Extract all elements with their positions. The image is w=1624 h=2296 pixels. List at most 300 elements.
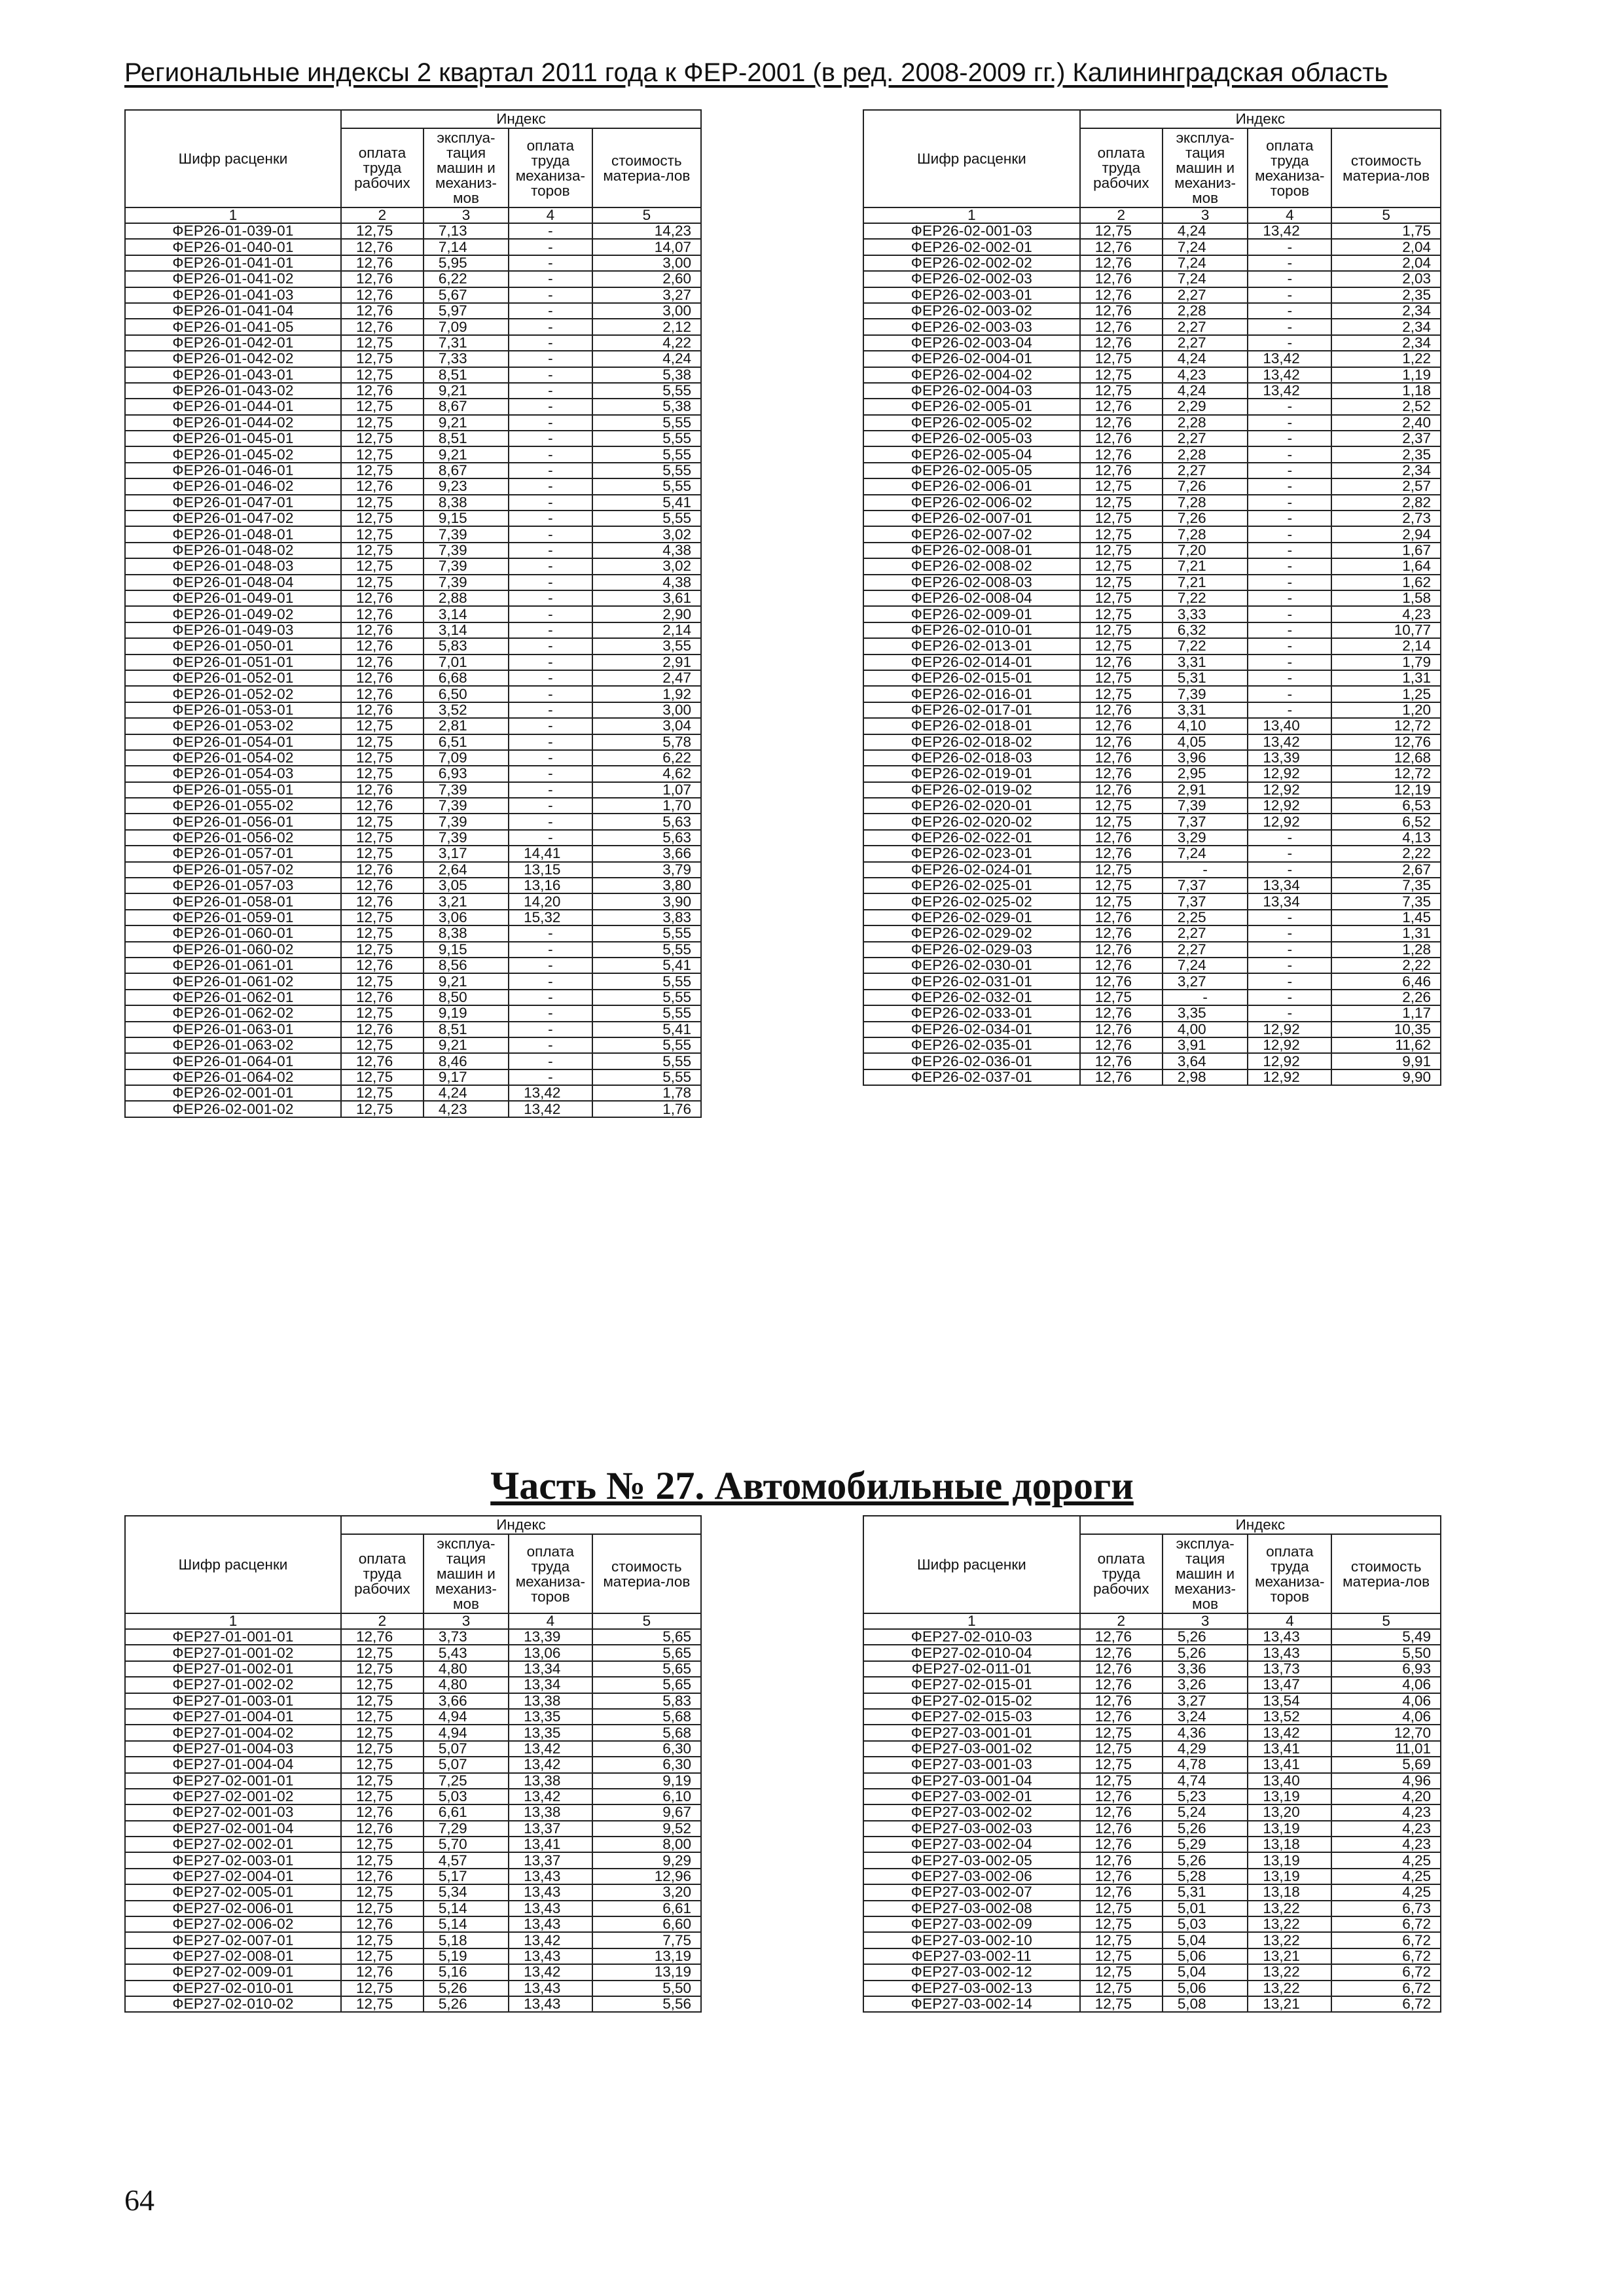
index-value: 3,21 <box>424 893 509 909</box>
rate-code: ФЕР26-01-052-01 <box>125 670 341 686</box>
index-value: 13,19 <box>1248 1852 1331 1868</box>
index-value: 6,50 <box>424 686 509 702</box>
index-value: 3,55 <box>592 638 701 654</box>
index-value: 4,57 <box>424 1852 509 1868</box>
rate-code: ФЕР26-01-059-01 <box>125 910 341 925</box>
index-value: 12,75 <box>341 1677 424 1693</box>
table-row <box>863 734 1441 750</box>
rate-code: ФЕР26-02-008-02 <box>863 558 1080 574</box>
table-row <box>125 1948 701 1964</box>
index-value: 12,75 <box>1080 638 1163 654</box>
rate-code: ФЕР26-01-054-01 <box>125 734 341 750</box>
index-value: 2,34 <box>1331 335 1441 351</box>
index-value: 4,10 <box>1163 718 1248 734</box>
index-value: 2,35 <box>1331 446 1441 462</box>
column-number: 4 <box>1248 1613 1331 1629</box>
index-value: 12,75 <box>1080 670 1163 686</box>
index-value: 12,92 <box>1248 766 1331 781</box>
index-value: 12,75 <box>341 1725 424 1740</box>
index-value: 5,56 <box>592 1996 701 2012</box>
table-row <box>125 1069 701 1085</box>
index-value: 13,47 <box>1248 1677 1331 1693</box>
index-value: - <box>509 1037 592 1053</box>
index-value: 3,27 <box>592 287 701 303</box>
table-row <box>863 271 1441 287</box>
table-row <box>863 1677 1441 1693</box>
index-value: 10,77 <box>1331 622 1441 638</box>
table-row <box>125 702 701 718</box>
index-value: 2,27 <box>1163 431 1248 446</box>
rate-code: ФЕР26-02-023-01 <box>863 846 1080 861</box>
rate-code: ФЕР26-02-006-02 <box>863 495 1080 511</box>
header-index: Индекс <box>341 110 701 128</box>
index-value: 13,43 <box>1248 1629 1331 1645</box>
index-value: 5,41 <box>592 495 701 511</box>
column-number: 2 <box>341 1613 424 1629</box>
index-value: 12,75 <box>341 973 424 989</box>
index-value: 12,75 <box>1080 590 1163 606</box>
index-value: 12,75 <box>341 910 424 925</box>
index-value: - <box>1248 590 1331 606</box>
index-value: - <box>1248 958 1331 973</box>
rate-code: ФЕР27-03-002-02 <box>863 1804 1080 1820</box>
index-value: 12,76 <box>1080 1837 1163 1852</box>
index-value: 12,75 <box>341 1037 424 1053</box>
index-value: 2,37 <box>1331 431 1441 446</box>
column-number: 4 <box>1248 207 1331 223</box>
index-value: 5,14 <box>424 1916 509 1932</box>
index-value: 2,27 <box>1163 925 1248 941</box>
rate-code: ФЕР26-02-029-02 <box>863 925 1080 941</box>
page-number: 64 <box>124 2183 154 2217</box>
header-c5: стоимость материа-лов <box>1331 128 1441 207</box>
table-row <box>125 543 701 558</box>
index-value: 12,76 <box>341 893 424 909</box>
index-value: 2,47 <box>592 670 701 686</box>
index-value: 3,20 <box>592 1884 701 1900</box>
index-value: 2,73 <box>1331 511 1441 526</box>
index-value: 5,01 <box>1163 1901 1248 1916</box>
index-value: 12,76 <box>1080 766 1163 781</box>
table-row <box>125 1757 701 1772</box>
index-value: 12,75 <box>341 1085 424 1101</box>
table-row <box>125 1022 701 1037</box>
index-value: - <box>509 958 592 973</box>
rate-code: ФЕР27-02-001-01 <box>125 1773 341 1789</box>
index-value: 5,70 <box>424 1837 509 1852</box>
index-value: 5,19 <box>424 1948 509 1964</box>
index-value: - <box>509 718 592 734</box>
table-row <box>863 718 1441 734</box>
index-value: 12,75 <box>1080 686 1163 702</box>
table-row <box>863 1837 1441 1852</box>
index-value: 8,46 <box>424 1053 509 1069</box>
index-value: 5,55 <box>592 942 701 958</box>
index-value: 4,80 <box>424 1677 509 1693</box>
index-value: 7,31 <box>424 335 509 351</box>
rate-code: ФЕР26-01-050-01 <box>125 638 341 654</box>
index-value: 1,67 <box>1331 543 1441 558</box>
index-value: 12,76 <box>341 590 424 606</box>
index-value: 3,27 <box>1163 973 1248 989</box>
index-value: 5,31 <box>1163 670 1248 686</box>
index-value: 7,28 <box>1163 495 1248 511</box>
table-row <box>125 526 701 542</box>
table-row <box>125 1901 701 1916</box>
rate-code: ФЕР26-02-036-01 <box>863 1053 1080 1069</box>
index-value: 12,76 <box>1080 1709 1163 1725</box>
index-value: - <box>509 383 592 399</box>
index-value: 5,65 <box>592 1661 701 1677</box>
column-number: 5 <box>592 207 701 223</box>
index-value: - <box>1248 271 1331 287</box>
table-row <box>863 495 1441 511</box>
table-row <box>863 655 1441 670</box>
index-value: - <box>1248 511 1331 526</box>
rate-code: ФЕР26-01-061-02 <box>125 973 341 989</box>
index-value: 12,76 <box>341 287 424 303</box>
index-value: - <box>1248 830 1331 846</box>
header-c2: оплата труда рабочих <box>1080 128 1163 207</box>
index-value: 12,75 <box>341 1852 424 1868</box>
rate-code: ФЕР26-01-048-02 <box>125 543 341 558</box>
index-value: 12,75 <box>341 942 424 958</box>
index-value: 3,00 <box>592 255 701 271</box>
index-value: 13,15 <box>509 862 592 878</box>
rate-code: ФЕР26-02-020-01 <box>863 798 1080 814</box>
table-row <box>863 766 1441 781</box>
index-value: 12,76 <box>1080 1629 1163 1645</box>
index-value: - <box>1248 495 1331 511</box>
table-row <box>863 990 1441 1005</box>
table-row <box>125 1932 701 1948</box>
table-row <box>125 766 701 781</box>
index-value: 5,31 <box>1163 1884 1248 1900</box>
index-value: 9,52 <box>592 1821 701 1837</box>
table-row <box>125 478 701 494</box>
rate-code: ФЕР27-03-001-02 <box>863 1741 1080 1757</box>
index-value: 5,55 <box>592 1005 701 1021</box>
rate-code: ФЕР27-02-010-03 <box>863 1629 1080 1645</box>
index-value: 9,90 <box>1331 1069 1441 1085</box>
index-value: - <box>1248 478 1331 494</box>
table-row <box>125 1085 701 1101</box>
index-value: 13,43 <box>509 1948 592 1964</box>
index-value: 2,35 <box>1331 287 1441 303</box>
index-value: 5,55 <box>592 1069 701 1085</box>
index-value: 2,40 <box>1331 415 1441 431</box>
index-value: 2,22 <box>1331 846 1441 861</box>
table-row <box>125 893 701 909</box>
index-value: 12,76 <box>341 1869 424 1884</box>
index-value: 1,22 <box>1331 351 1441 367</box>
rate-code: ФЕР26-01-041-02 <box>125 271 341 287</box>
index-value: 7,35 <box>1331 893 1441 909</box>
index-value: 13,41 <box>1248 1741 1331 1757</box>
rate-code: ФЕР26-02-018-01 <box>863 718 1080 734</box>
index-value: 2,34 <box>1331 303 1441 319</box>
index-value: - <box>509 1053 592 1069</box>
index-value: 5,26 <box>424 1996 509 2012</box>
index-value: 12,75 <box>341 543 424 558</box>
index-value: 12,75 <box>341 1757 424 1772</box>
index-value: 13,40 <box>1248 1773 1331 1789</box>
rate-code: ФЕР26-01-041-05 <box>125 319 341 334</box>
rate-code: ФЕР26-02-017-01 <box>863 702 1080 718</box>
index-value: 3,64 <box>1163 1053 1248 1069</box>
table-row <box>125 846 701 861</box>
index-value: - <box>509 478 592 494</box>
rate-code: ФЕР27-01-002-01 <box>125 1661 341 1677</box>
index-value: 6,53 <box>1331 798 1441 814</box>
index-value: 4,78 <box>1163 1757 1248 1772</box>
index-value: 13,39 <box>1248 750 1331 766</box>
index-value: 5,55 <box>592 446 701 462</box>
index-value: 2,27 <box>1163 287 1248 303</box>
header-c5: стоимость материа-лов <box>592 128 701 207</box>
index-value: 5,34 <box>424 1884 509 1900</box>
index-value: - <box>1248 319 1331 334</box>
table-row <box>125 1773 701 1789</box>
index-value: 2,52 <box>1331 399 1441 414</box>
table-row <box>863 511 1441 526</box>
index-value: - <box>509 1069 592 1085</box>
table-row <box>125 1645 701 1660</box>
table-row <box>125 862 701 878</box>
table-row <box>125 1101 701 1117</box>
table-row <box>125 925 701 941</box>
index-value: 12,76 <box>1080 1693 1163 1709</box>
index-value: 12,75 <box>341 750 424 766</box>
index-value: 12,75 <box>1080 526 1163 542</box>
index-value: 12,75 <box>341 1661 424 1677</box>
index-value: 12,75 <box>1080 606 1163 622</box>
rate-code: ФЕР26-02-019-01 <box>863 766 1080 781</box>
index-value: 3,24 <box>1163 1709 1248 1725</box>
index-value: 2,98 <box>1163 1069 1248 1085</box>
index-table-1 <box>124 109 702 1118</box>
index-value: 13,54 <box>1248 1693 1331 1709</box>
table-row <box>863 798 1441 814</box>
index-value: 4,06 <box>1331 1709 1441 1725</box>
index-value: - <box>509 271 592 287</box>
rate-code: ФЕР26-01-049-01 <box>125 590 341 606</box>
index-value: 13,38 <box>509 1773 592 1789</box>
table-row <box>125 622 701 638</box>
index-value: 12,76 <box>1080 1789 1163 1804</box>
index-value: 12,75 <box>1080 798 1163 814</box>
index-value: 5,14 <box>424 1901 509 1916</box>
index-value: - <box>509 734 592 750</box>
index-value: 2,27 <box>1163 463 1248 478</box>
column-number: 3 <box>424 207 509 223</box>
index-value: 5,43 <box>424 1645 509 1660</box>
index-value: - <box>1248 526 1331 542</box>
index-value: 8,38 <box>424 925 509 941</box>
index-value: 12,92 <box>1248 1037 1331 1053</box>
index-value: 5,55 <box>592 383 701 399</box>
index-value: 7,39 <box>424 814 509 829</box>
rate-code: ФЕР26-02-005-03 <box>863 431 1080 446</box>
index-value: 13,18 <box>1248 1884 1331 1900</box>
rate-code: ФЕР26-01-043-02 <box>125 383 341 399</box>
table-row <box>125 1629 701 1645</box>
index-value: 12,76 <box>1080 910 1163 925</box>
index-value: 12,75 <box>341 415 424 431</box>
index-value: 12,75 <box>341 223 424 239</box>
index-value: - <box>1248 702 1331 718</box>
index-value: 7,39 <box>1163 798 1248 814</box>
table-row <box>125 782 701 798</box>
index-value: 12,75 <box>1080 383 1163 399</box>
index-value: 5,03 <box>424 1789 509 1804</box>
rate-code: ФЕР26-02-001-02 <box>125 1101 341 1117</box>
rate-code: ФЕР26-01-056-01 <box>125 814 341 829</box>
index-value: 8,51 <box>424 1022 509 1037</box>
rate-code: ФЕР26-02-037-01 <box>863 1069 1080 1085</box>
table-row <box>863 782 1441 798</box>
index-value: 10,35 <box>1331 1022 1441 1037</box>
index-value: - <box>1248 942 1331 958</box>
rate-code: ФЕР26-01-041-04 <box>125 303 341 319</box>
index-value: 12,75 <box>1080 814 1163 829</box>
index-value: 12,75 <box>341 734 424 750</box>
index-value: 6,61 <box>592 1901 701 1916</box>
index-value: 12,76 <box>1080 431 1163 446</box>
index-value: 12,76 <box>341 622 424 638</box>
index-value: 12,75 <box>1080 622 1163 638</box>
index-value: 12,76 <box>341 686 424 702</box>
index-value: - <box>1248 655 1331 670</box>
rate-code: ФЕР26-01-049-03 <box>125 622 341 638</box>
index-value: 7,39 <box>1163 686 1248 702</box>
index-value: 12,76 <box>1080 734 1163 750</box>
index-value: 6,22 <box>424 271 509 287</box>
rate-code: ФЕР27-02-005-01 <box>125 1884 341 1900</box>
index-value: 14,41 <box>509 846 592 861</box>
index-value: 12,76 <box>1080 303 1163 319</box>
index-value: 12,75 <box>341 335 424 351</box>
index-value: - <box>1248 670 1331 686</box>
column-number: 5 <box>1331 207 1441 223</box>
index-value: 5,26 <box>424 1981 509 1996</box>
table-row <box>125 973 701 989</box>
index-value: - <box>1248 846 1331 861</box>
index-value: 4,00 <box>1163 1022 1248 1037</box>
table-row <box>863 1869 1441 1884</box>
rate-code: ФЕР26-02-032-01 <box>863 990 1080 1005</box>
index-value: 12,75 <box>341 1005 424 1021</box>
index-value: 13,52 <box>1248 1709 1331 1725</box>
index-value: 7,01 <box>424 655 509 670</box>
index-value: - <box>509 590 592 606</box>
index-value: 12,70 <box>1331 1725 1441 1740</box>
index-value: 13,37 <box>509 1852 592 1868</box>
index-value: 13,34 <box>509 1661 592 1677</box>
index-value: 4,96 <box>1331 1773 1441 1789</box>
table-row <box>125 575 701 590</box>
rate-code: ФЕР27-02-011-01 <box>863 1661 1080 1677</box>
header-code: Шифр расценки <box>125 110 341 207</box>
header-c3: эксплуа-тация машин и механиз-мов <box>1163 128 1248 207</box>
index-value: 1,18 <box>1331 383 1441 399</box>
index-value: 13,19 <box>1248 1789 1331 1804</box>
table-row <box>125 1916 701 1932</box>
rate-code: ФЕР26-01-043-01 <box>125 367 341 383</box>
index-value: 13,42 <box>509 1085 592 1101</box>
table-row <box>863 1741 1441 1757</box>
table-row <box>863 606 1441 622</box>
table-row <box>863 463 1441 478</box>
index-value: 12,75 <box>1080 367 1163 383</box>
index-value: - <box>1248 255 1331 271</box>
index-value: 13,43 <box>509 1916 592 1932</box>
index-value: 5,08 <box>1163 1996 1248 2012</box>
table-row <box>125 990 701 1005</box>
index-value: 3,00 <box>592 702 701 718</box>
index-value: 8,56 <box>424 958 509 973</box>
index-value: 12,76 <box>341 782 424 798</box>
rate-code: ФЕР27-03-001-04 <box>863 1773 1080 1789</box>
rate-code: ФЕР26-02-008-03 <box>863 575 1080 590</box>
index-value: 8,67 <box>424 399 509 414</box>
rate-code: ФЕР26-01-058-01 <box>125 893 341 909</box>
table-row <box>863 590 1441 606</box>
rate-code: ФЕР27-01-004-02 <box>125 1725 341 1740</box>
index-value: - <box>509 925 592 941</box>
index-value: 7,39 <box>424 526 509 542</box>
index-value: 12,76 <box>1080 973 1163 989</box>
index-value: 3,17 <box>424 846 509 861</box>
index-value: 13,43 <box>509 1869 592 1884</box>
index-value: 7,37 <box>1163 814 1248 829</box>
index-value: 12,76 <box>341 990 424 1005</box>
index-value: 6,72 <box>1331 1981 1441 1996</box>
index-value: 13,21 <box>1248 1948 1331 1964</box>
rate-code: ФЕР27-02-003-01 <box>125 1852 341 1868</box>
index-value: 12,75 <box>1080 1948 1163 1964</box>
index-value: 4,25 <box>1331 1884 1441 1900</box>
index-value: 3,02 <box>592 558 701 574</box>
index-value: - <box>1248 287 1331 303</box>
index-value: 12,75 <box>1080 1741 1163 1757</box>
rate-code: ФЕР27-02-008-01 <box>125 1948 341 1964</box>
index-value: 12,76 <box>1080 1804 1163 1820</box>
table-row <box>863 351 1441 367</box>
rate-code: ФЕР26-01-041-03 <box>125 287 341 303</box>
index-value: 7,28 <box>1163 526 1248 542</box>
index-value: 12,76 <box>1080 271 1163 287</box>
rate-code: ФЕР26-01-048-04 <box>125 575 341 590</box>
rate-code: ФЕР27-03-002-14 <box>863 1996 1080 2012</box>
index-value: 4,23 <box>424 1101 509 1117</box>
rate-code: ФЕР26-02-005-01 <box>863 399 1080 414</box>
table-row <box>863 830 1441 846</box>
index-value: - <box>509 622 592 638</box>
header-c4: оплата труда механиза-торов <box>1248 128 1331 207</box>
rate-code: ФЕР27-03-002-12 <box>863 1964 1080 1980</box>
index-value: 8,50 <box>424 990 509 1005</box>
index-value: 7,24 <box>1163 239 1248 255</box>
index-value: 13,42 <box>1248 734 1331 750</box>
index-value: 12,76 <box>1080 958 1163 973</box>
index-value: 13,21 <box>1248 1996 1331 2012</box>
index-value: 2,94 <box>1331 526 1441 542</box>
index-value: 6,72 <box>1331 1916 1441 1932</box>
table-row <box>125 1964 701 1980</box>
index-value: 12,92 <box>1248 814 1331 829</box>
index-value: - <box>509 782 592 798</box>
